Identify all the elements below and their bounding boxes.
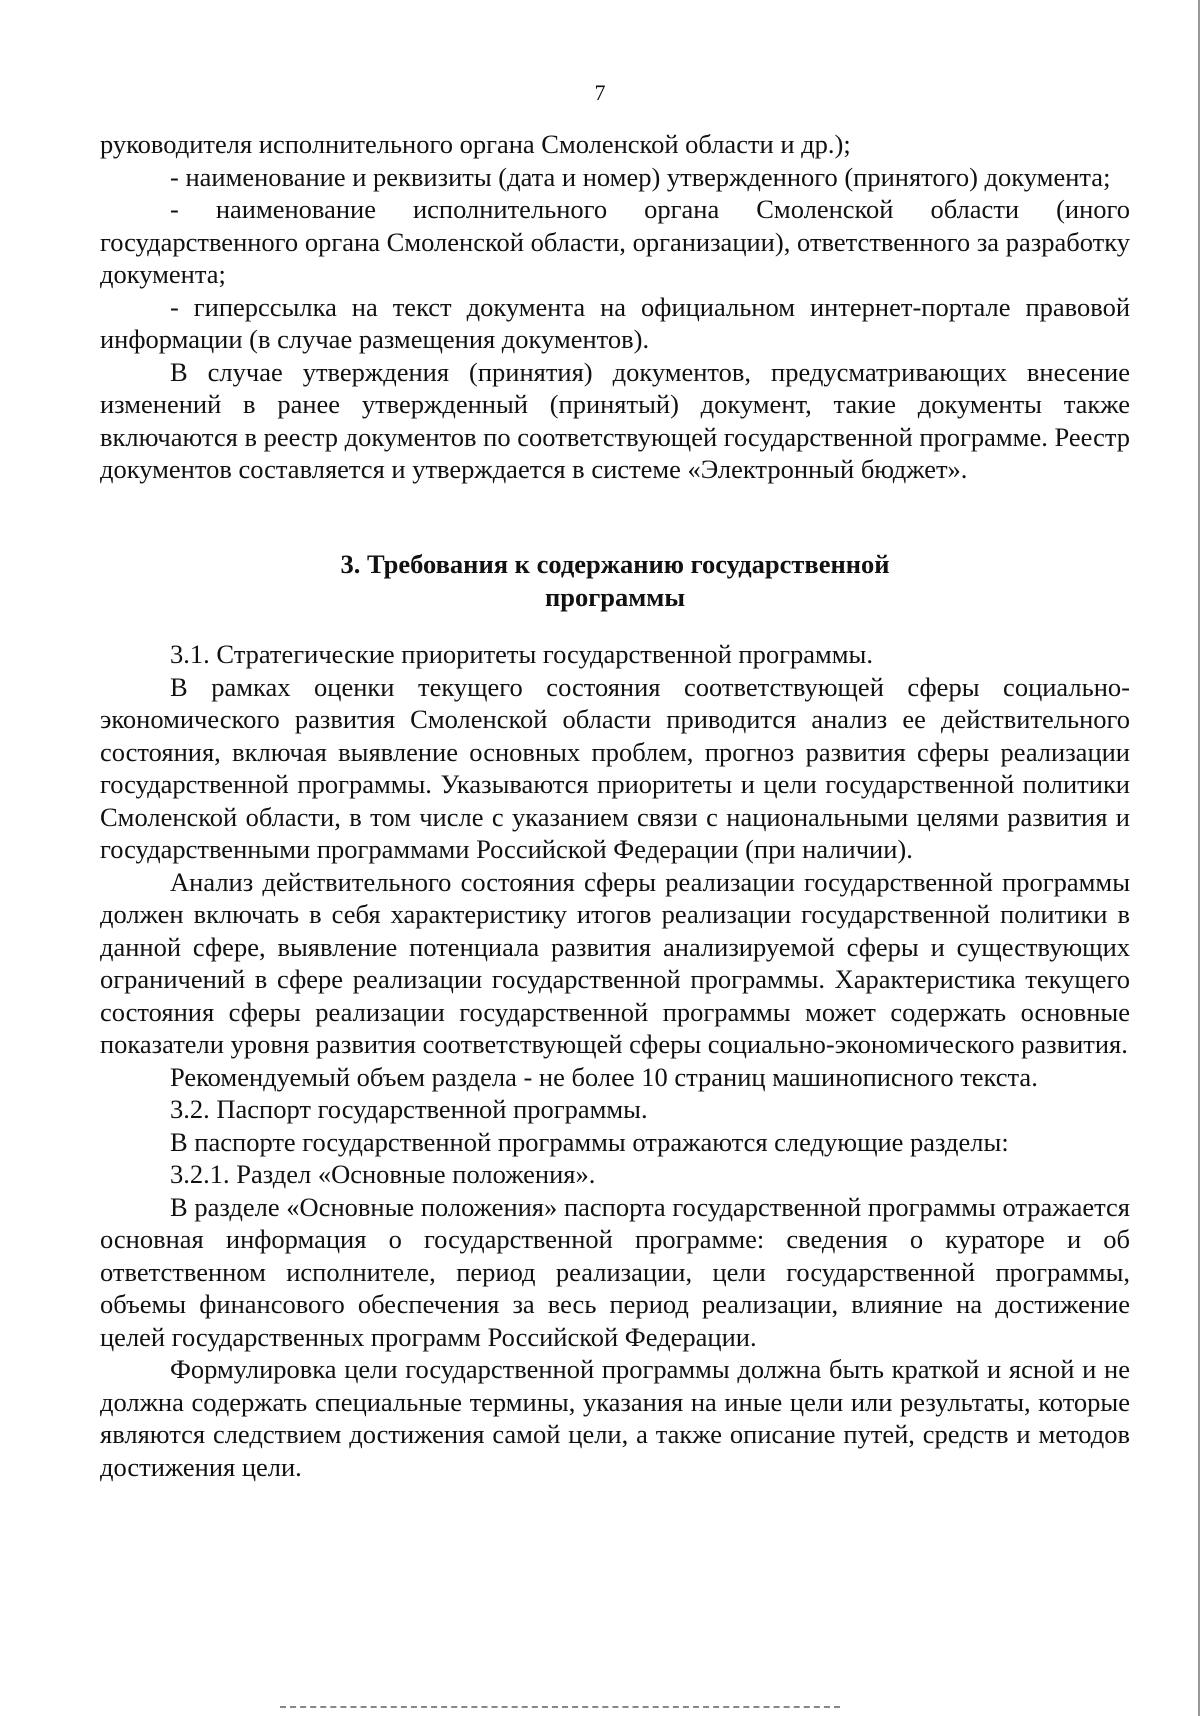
- paragraph: - наименование исполнительного органа Смоленской области (иного государственного органа Смоленской области, организации), ответственного за разработку документа;: [100, 194, 1130, 289]
- paragraph: В разделе «Основные положения» паспорта государственной программы отражается основная информация о государственной программе: сведения о кураторе и об ответственном исполнителе, период реализации, цели государственной программы, объемы финансового обеспечения за весь период реализации, влияние на достижение целей государственных программ Российской Федерации.: [100, 1191, 1130, 1352]
- text-block-section-3: [100, 638, 1130, 1483]
- paragraph: руководителя исполнительного органа Смоленской области и др.);: [100, 129, 851, 159]
- paragraph: - гиперссылка на текст документа на официальном интернет-портале правовой информации (в случае размещения документов).: [100, 291, 1130, 354]
- paragraph: В рамках оценки текущего состояния соответствующей сферы социально-экономического развития Смоленской области приводится анализ ее действительного состояния, включая выявление основных проблем, прогноз развития сферы реализации государственной программы. Указываются приоритеты и цели государственной политики Смоленской области, в том числе с указанием связи с национальными целями развития и государственными программами Российской Федерации (при наличии).: [100, 671, 1130, 864]
- paragraph: Анализ действительного состояния сферы реализации государственной программы должен включать в себя характеристику итогов реализации государственной политики в данной сфере, выявление потенциала развития анализируемой сферы и существующих ограничений в сфере реализации государственной программы. Характеристика текущего состояния сферы реализации государственной программы может содержать основные показатели уровня развития соответствующей сферы социально-экономического развития.: [100, 866, 1130, 1059]
- paragraph: 3.2.1. Раздел «Основные положения».: [170, 1159, 596, 1189]
- paragraph: - наименование и реквизиты (дата и номер) утвержденного (принятого) документа;: [170, 161, 1111, 192]
- paragraph: 3.2. Паспорт государственной программы.: [170, 1094, 648, 1124]
- paragraph: Формулировка цели государственной программы должна быть краткой и ясной и не должна содержать специальные термины, указания на иные цели или результаты, которые являются следствием достижения самой цели, а также описание путей, средств и методов достижения цели.: [100, 1354, 1130, 1482]
- page-number: 7: [594, 80, 606, 105]
- section-heading-line-1: 3. Требования к содержанию государственной: [340, 549, 890, 579]
- paragraph: В случае утверждения (принятия) документов, предусматривающих внесение изменений в ранее утвержденный (принятый) документ, такие документы также включаются в реестр документов по соответствующей государственной программе. Реестр документов составляется и утверждается в системе «Электронный бюджет».: [100, 356, 1130, 484]
- paragraph: 3.1. Стратегические приоритеты государственной программы.: [170, 639, 873, 669]
- section-heading: [0, 548, 1200, 613]
- paragraph: В паспорте государственной программы отражаются следующие разделы:: [170, 1126, 1009, 1157]
- section-heading-line-2: программы: [544, 581, 686, 612]
- paragraph: Рекомендуемый объем раздела - не более 10 страниц машинописного текста.: [170, 1061, 1038, 1092]
- scan-artifact-line: [280, 1706, 840, 1710]
- text-block-intro: [100, 128, 1130, 486]
